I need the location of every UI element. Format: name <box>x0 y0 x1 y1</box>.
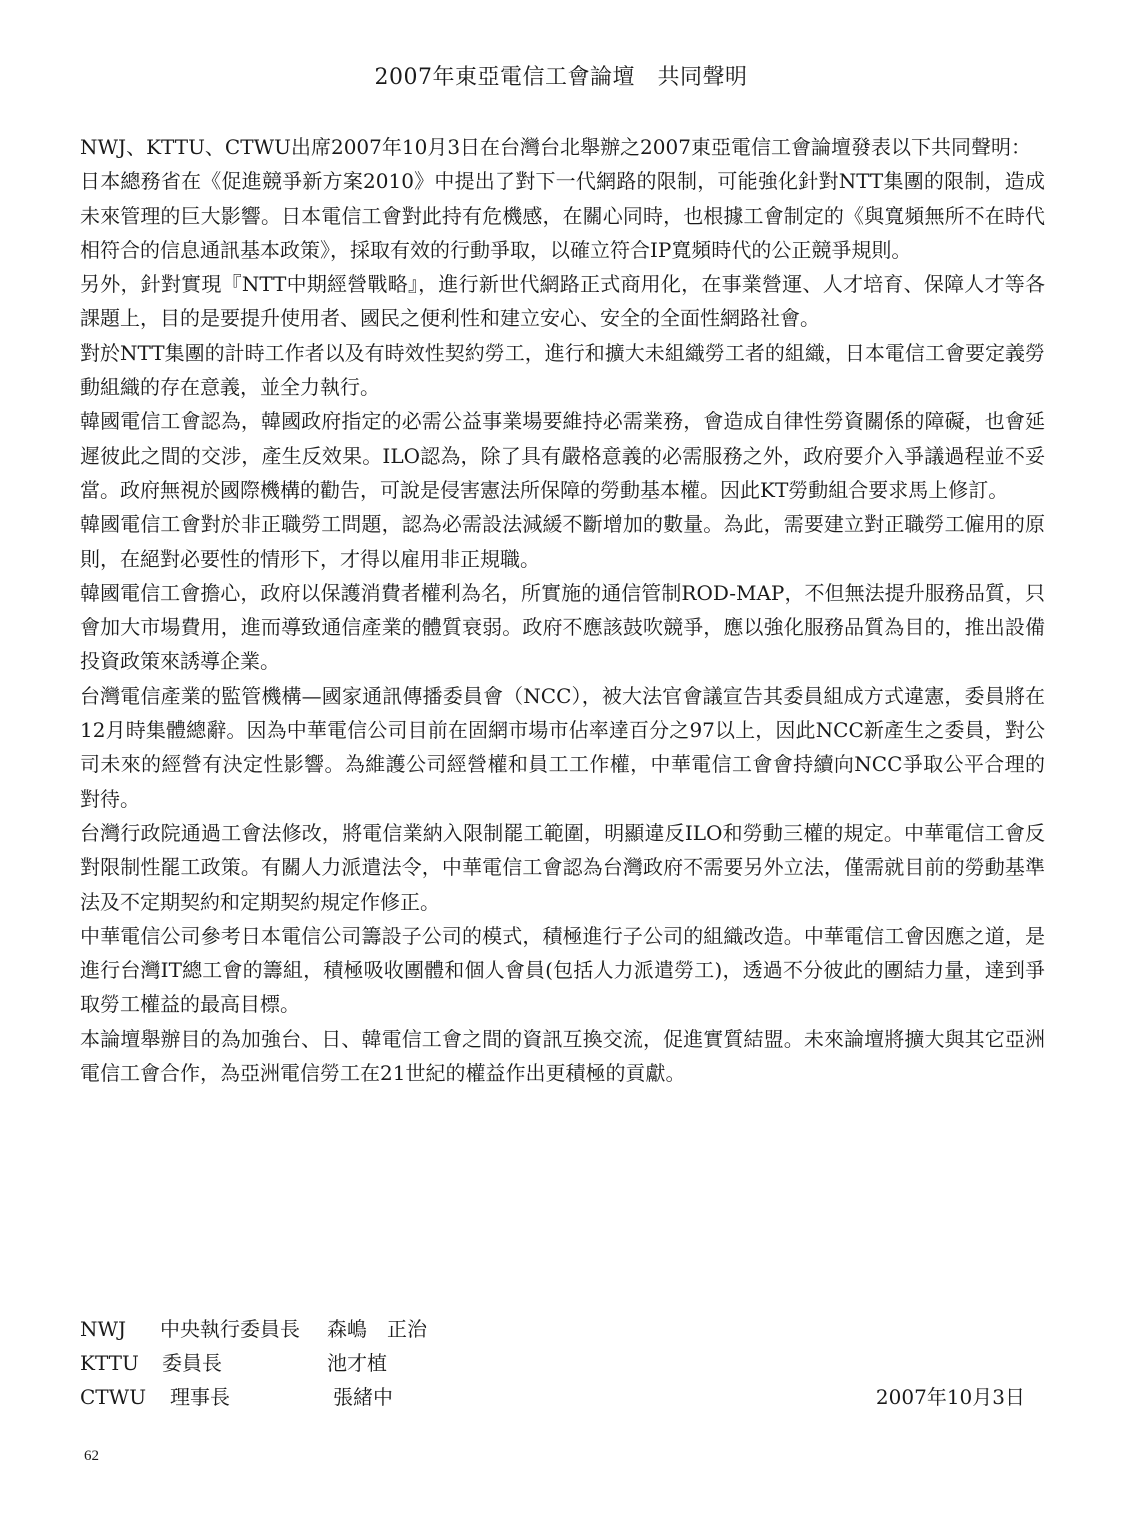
paragraph: 本論壇舉辦目的為加強台、日、韓電信工會之間的資訊互換交流，促進實質結盟。未來論壇將擴大與其它亞洲電信工會合作，為亞洲電信勞工在21世紀的權益作出更積極的貢獻。 <box>80 1026 1045 1086</box>
signature-name: 池才植 <box>327 1351 387 1375</box>
paragraph: 中華電信公司參考日本電信公司籌設子公司的模式，積極進行子公司的組織改造。中華電信工會因應之道，是進行台灣IT總工會的籌組，積極吸收團體和個人會員(包括人力派遣勞工)，透過不分彼此的團結力量，達到爭取勞工權益的最高目標。 <box>80 923 1045 1017</box>
paragraph: 另外，針對實現『NTT中期經營戰略』，進行新世代網路正式商用化，在事業營運、人才培育、保障人才等各課題上，目的是要提升使用者、國民之便利性和建立安心、安全的全面性網路社會。 <box>80 272 1045 331</box>
document-title: 2007年東亞電信工會論壇 共同聲明 <box>374 65 748 90</box>
signature-row-ctwu <box>80 1380 1045 1414</box>
paragraph: 台灣電信產業的監管機構—國家通訊傳播委員會（NCC），被大法官會議宣告其委員組成方式違憲，委員將在12月時集體總辭。因為中華電信公司目前在固網市場市佔率達百分之97以上，因此NCC新產生之委員，對公司未來的經營有決定性影響。為維護公司經營權和員工工作權，中華電信工會會持續向NCC爭取公平合理的對待。 <box>80 683 1045 811</box>
signature-row-nwj <box>80 1312 1045 1346</box>
paragraph: 韓國電信工會對於非正職勞工問題，認為必需設法減緩不斷增加的數量。為此，需要建立對正職勞工僱用的原則，在絕對必要性的情形下，才得以雇用非正規職。 <box>80 512 1045 571</box>
signature-org: KTTU <box>80 1351 139 1375</box>
paragraph: 日本總務省在《促進競爭新方案2010》中提出了對下一代網路的限制，可能強化針對NTT集團的限制，造成未來管理的巨大影響。日本電信工會對此持有危機感，在關心同時，也根據工會制定的《與寬頻無所不在時代相符合的信息通訊基本政策》，採取有效的行動爭取，以確立符合IP寬頻時代的公正競爭規則。 <box>80 169 1045 262</box>
statement-body <box>80 130 1045 1090</box>
signature-org: NWJ <box>80 1317 127 1341</box>
paragraph: 韓國電信工會認為，韓國政府指定的必需公益事業場要維持必需業務，會造成自律性勞資關係的障礙，也會延遲彼此之間的交涉，產生反效果。ILO認為，除了具有嚴格意義的必需服務之外，政府要介入爭議過程並不妥當。政府無視於國際機構的勸告，可說是侵害憲法所保障的勞動基本權。因此KT勞動組合要求馬上修訂。 <box>80 409 1045 502</box>
paragraph: 對於NTT集團的計時工作者以及有時效性契約勞工，進行和擴大未組織勞工者的組織，日本電信工會要定義勞動組織的存在意義，並全力執行。 <box>80 340 1045 400</box>
signature-name: 張緒中 <box>333 1385 393 1409</box>
signature-org: CTWU <box>80 1385 147 1409</box>
statement-date: 2007年10月3日 <box>875 1385 1025 1409</box>
page-number: 62 <box>84 1448 99 1464</box>
signature-block <box>80 1312 1045 1414</box>
signature-title: 理事長 <box>170 1385 230 1409</box>
signature-title: 中央執行委員長 <box>160 1317 300 1341</box>
signature-name: 森嶋 正治 <box>327 1317 427 1341</box>
signature-row-kttu <box>80 1346 1045 1380</box>
paragraph: 台灣行政院通過工會法修改，將電信業納入限制罷工範圍，明顯違反ILO和勞動三權的規定。中華電信工會反對限制性罷工政策。有關人力派遣法令，中華電信工會認為台灣政府不需要另外立法，僅需就目前的勞動基準法及不定期契約和定期契約規定作修正。 <box>80 820 1045 914</box>
paragraph-intro: NWJ、KTTU、CTWU出席2007年10月3日在台灣台北舉辦之2007東亞電信工會論壇發表以下共同聲明： <box>80 135 1031 159</box>
signature-title: 委員長 <box>162 1351 222 1375</box>
paragraph: 韓國電信工會擔心，政府以保護消費者權利為名，所實施的通信管制ROD-MAP，不但無法提升服務品質，只會加大市場費用，進而導致通信產業的體質衰弱。政府不應該鼓吹競爭，應以強化服務品質為目的，推出設備投資政策來誘導企業。 <box>80 580 1045 674</box>
